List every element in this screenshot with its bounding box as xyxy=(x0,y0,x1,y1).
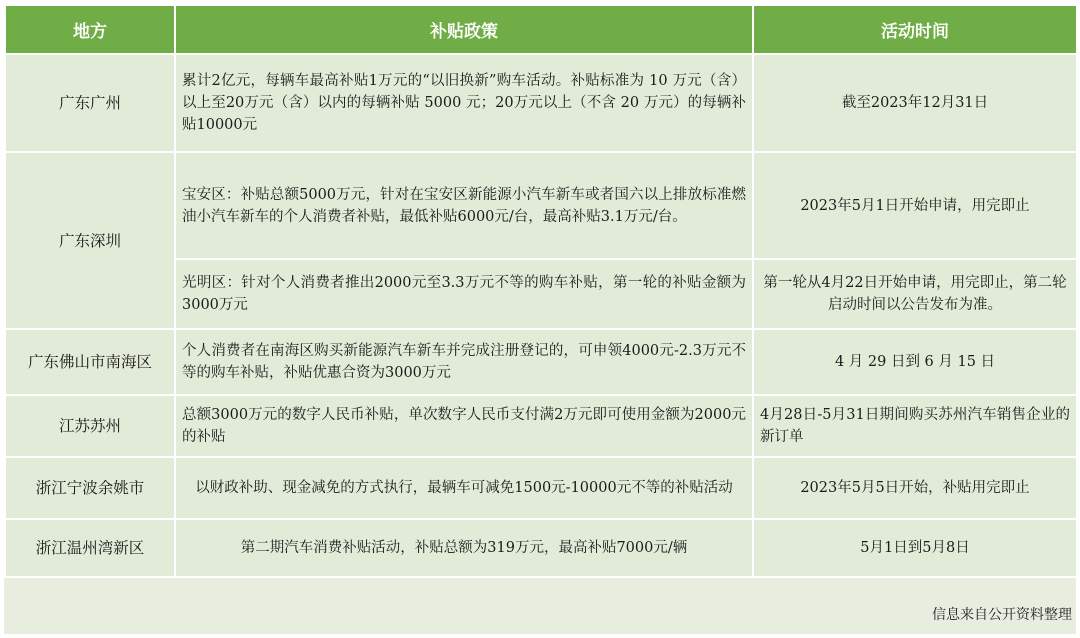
table-row xyxy=(5,457,1077,519)
policy-cell: 光明区：针对个人消费者推出2000元至3.3万元不等的购车补贴，第一轮的补贴金额为3000万元 xyxy=(175,259,753,329)
time-cell: 2023年5月5日开始，补贴用完即止 xyxy=(753,457,1077,519)
table-row xyxy=(5,152,1077,259)
time-cell: 2023年5月1日开始申请，用完即止 xyxy=(753,152,1077,259)
policy-cell: 总额3000万元的数字人民币补贴，单次数字人民币支付满2万元即可使用金额为2000元的补贴 xyxy=(175,395,753,457)
policy-cell: 宝安区：补贴总额5000万元，针对在宝安区新能源小汽车新车或者国六以上排放标准燃油小汽车新车的个人消费者补贴，最低补贴6000元/台，最高补贴3.1万元/台。 xyxy=(175,152,753,259)
source-note: 信息来自公开资料整理 xyxy=(932,607,1072,623)
time-cell: 4 月 29 日到 6 月 15 日 xyxy=(753,329,1077,395)
policy-cell: 累计2亿元，每辆车最高补贴1万元的“以旧换新”购车活动。补贴标准为 10 万元（含）以上至20万元（含）以内的每辆补贴 5000 元；20万元以上（不含 20 万元）的每辆补贴10000元 xyxy=(175,54,753,152)
time-cell: 截至2023年12月31日 xyxy=(753,54,1077,152)
table-row xyxy=(5,54,1077,152)
policy-cell: 个人消费者在南海区购买新能源汽车新车并完成注册登记的，可申领4000元-2.3万元不等的购车补贴，补贴优惠合资为3000万元 xyxy=(175,329,753,395)
table-row xyxy=(5,519,1077,577)
region-cell: 广东深圳 xyxy=(5,152,175,329)
table-header-row xyxy=(5,5,1077,54)
policy-cell: 第二期汽车消费补贴活动，补贴总额为319万元，最高补贴7000元/辆 xyxy=(175,519,753,577)
region-cell: 广东佛山市南海区 xyxy=(5,329,175,395)
time-cell: 4月28日-5月31日期间购买苏州汽车销售企业的新订单 xyxy=(753,395,1077,457)
column-header-policy: 补贴政策 xyxy=(175,5,753,54)
subsidy-policy-table xyxy=(4,4,1078,578)
region-cell: 浙江宁波余姚市 xyxy=(5,457,175,519)
table-row xyxy=(5,395,1077,457)
region-cell: 浙江温州湾新区 xyxy=(5,519,175,577)
table-row xyxy=(5,329,1077,395)
policy-cell: 以财政补助、现金减免的方式执行，最辆车可减免1500元-10000元不等的补贴活动 xyxy=(175,457,753,519)
column-header-time: 活动时间 xyxy=(753,5,1077,54)
column-header-region: 地方 xyxy=(5,5,175,54)
time-cell: 5月1日到5月8日 xyxy=(753,519,1077,577)
region-cell: 广东广州 xyxy=(5,54,175,152)
subsidy-table-container xyxy=(4,4,1076,634)
region-cell: 江苏苏州 xyxy=(5,395,175,457)
time-cell: 第一轮从4月22日开始申请，用完即止，第二轮启动时间以公告发布为准。 xyxy=(753,259,1077,329)
